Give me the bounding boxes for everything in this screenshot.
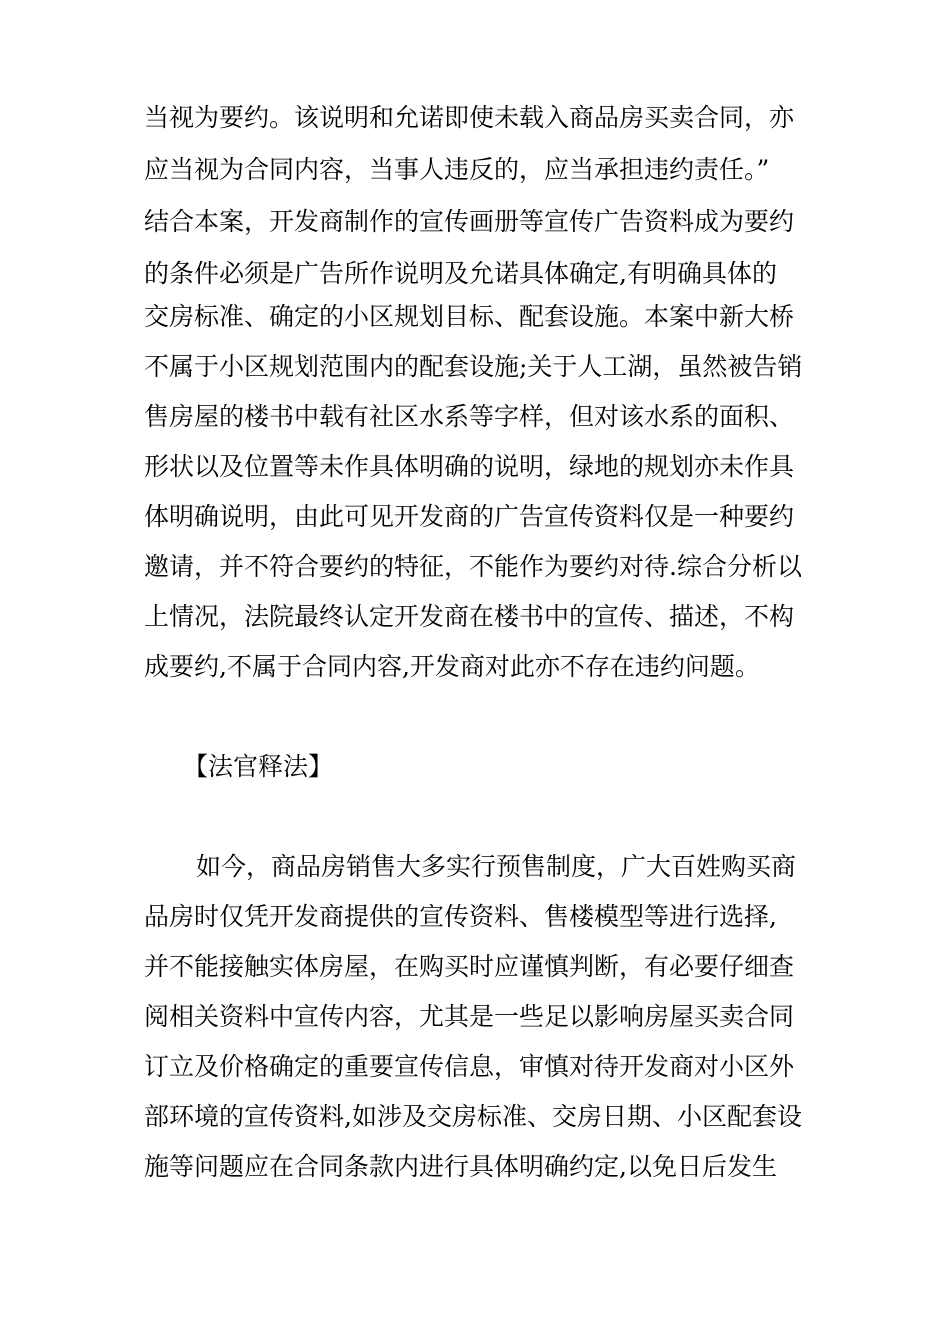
paragraph-line: 结合本案，开发商制作的宣传画册等宣传广告资料成为要约 <box>144 207 795 236</box>
paragraph-line: 并不能接触实体房屋，在购买时应谨慎判断，有必要仔细查 <box>144 952 795 981</box>
paragraph-line: 施等问题应在合同条款内进行具体明确约定,以免日后发生 <box>144 1152 777 1181</box>
paragraph-line: 部环境的宣传资料,如涉及交房标准、交房日期、小区配套设 <box>144 1102 802 1131</box>
paragraph-line: 不属于小区规划范围内的配套设施;关于人工湖，虽然被告销 <box>144 352 803 381</box>
paragraph-line: 阅相关资料中宣传内容，尤其是一些足以影响房屋买卖合同 <box>144 1002 795 1031</box>
paragraph-line: 的条件必须是广告所作说明及允诺具体确定,有明确具体的 <box>144 259 777 288</box>
paragraph-line: 邀请，并不符合要约的特征，不能作为要约对待.综合分析以 <box>144 552 802 581</box>
paragraph-line: 上情况，法院最终认定开发商在楼书中的宣传、描述，不构 <box>144 602 795 631</box>
paragraph-line: 订立及价格确定的重要宣传信息，审慎对待开发商对小区外 <box>144 1052 795 1081</box>
paragraph-line: 交房标准、确定的小区规划目标、配套设施。本案中新大桥 <box>144 302 795 331</box>
section-heading: 【法官释法】 <box>183 752 334 781</box>
paragraph-line: 形状以及位置等未作具体明确的说明，绿地的规划亦未作具 <box>144 452 795 481</box>
paragraph-line: 体明确说明，由此可见开发商的广告宣传资料仅是一种要约 <box>144 502 795 531</box>
paragraph-line: 成要约,不属于合同内容,开发商对此亦不存在违约问题。 <box>144 652 760 681</box>
paragraph-line: 应当视为合同内容，当事人违反的，应当承担违约责任。” <box>144 155 770 184</box>
paragraph-line: 如今，商品房销售大多实行预售制度，广大百姓购买商 <box>196 852 797 881</box>
paragraph-line: 当视为要约。该说明和允诺即使未载入商品房买卖合同，亦 <box>144 103 795 132</box>
paragraph-line: 品房时仅凭开发商提供的宣传资料、售楼模型等进行选择, <box>144 902 777 931</box>
paragraph-line: 售房屋的楼书中载有社区水系等字样，但对该水系的面积、 <box>144 402 795 431</box>
